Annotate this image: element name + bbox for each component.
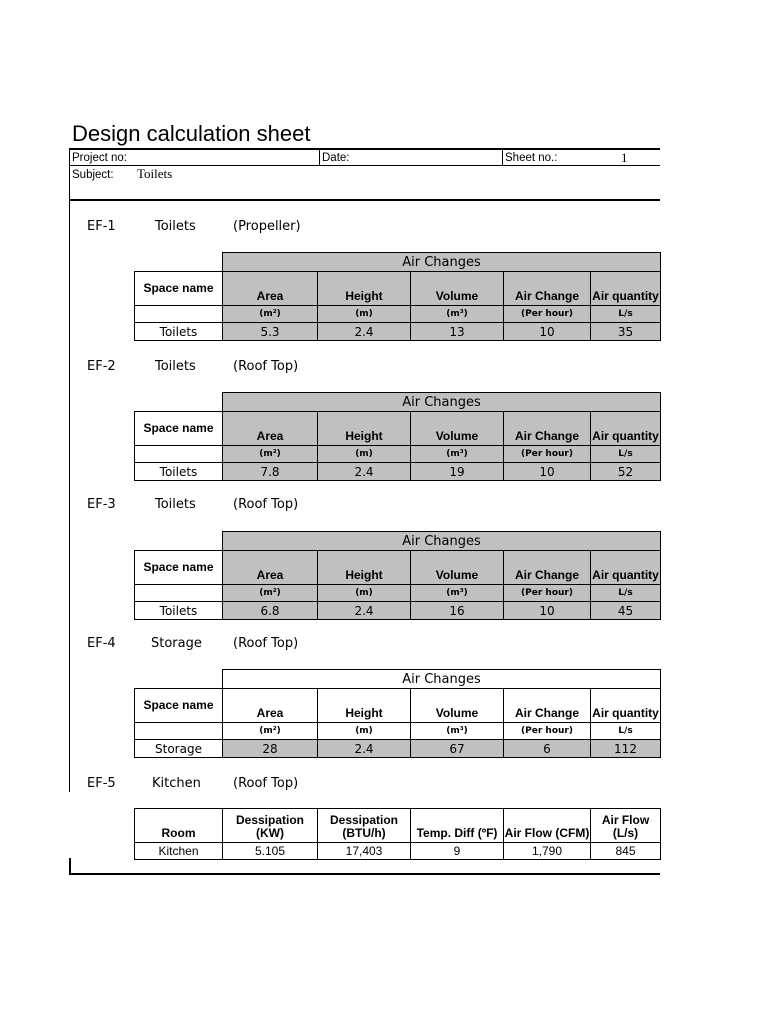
air-flow-cfm-cell: 1,790 xyxy=(504,843,591,860)
column-header: Space name xyxy=(135,272,223,306)
area-cell: 5.3 xyxy=(223,323,318,341)
column-header: Air Change xyxy=(504,272,591,306)
unit-cell: L/s xyxy=(591,446,661,463)
unit-cell: (m) xyxy=(318,723,411,740)
air-change-table-ef2 xyxy=(134,392,661,481)
table-row xyxy=(135,463,661,481)
unit-cell xyxy=(135,446,223,463)
unit-cell: L/s xyxy=(591,723,661,740)
dessipation-kw-cell: 5.105 xyxy=(223,843,318,860)
air-quantity-cell: 45 xyxy=(591,602,661,620)
column-header: Volume xyxy=(411,412,504,446)
air-change-cell: 10 xyxy=(504,323,591,341)
left-border xyxy=(69,149,70,792)
section-type: (Roof Top) xyxy=(233,497,299,512)
project-no-label: Project no: xyxy=(72,152,127,164)
sheet-no-label: Sheet no.: xyxy=(505,152,558,164)
area-cell: 28 xyxy=(223,740,318,758)
column-header: Air Flow (L/s) xyxy=(591,809,661,843)
dessipation-btu-cell: 17,403 xyxy=(318,843,411,860)
section-type: (Roof Top) xyxy=(233,776,299,791)
unit-cell: (m) xyxy=(318,446,411,463)
subject-label: Subject: xyxy=(72,169,114,181)
unit-cell: (m³) xyxy=(411,306,504,323)
air-quantity-cell: 52 xyxy=(591,463,661,481)
column-header: Air Change xyxy=(504,551,591,585)
date-label: Date: xyxy=(322,152,350,164)
volume-cell: 13 xyxy=(411,323,504,341)
unit-cell xyxy=(135,306,223,323)
unit-cell: (m²) xyxy=(223,306,318,323)
section-type: (Roof Top) xyxy=(233,359,299,374)
unit-cell xyxy=(135,585,223,602)
section-heading-ef1 xyxy=(87,219,387,235)
column-header: Height xyxy=(318,272,411,306)
column-header: Volume xyxy=(411,551,504,585)
unit-cell: (m) xyxy=(318,585,411,602)
column-header: Space name xyxy=(135,412,223,446)
air-change-cell: 10 xyxy=(504,602,591,620)
unit-cell: (m²) xyxy=(223,446,318,463)
air-change-cell: 10 xyxy=(504,463,591,481)
volume-cell: 16 xyxy=(411,602,504,620)
air-change-cell: 6 xyxy=(504,740,591,758)
column-header: Height xyxy=(318,689,411,723)
column-header: Air quantity xyxy=(591,412,661,446)
group-header: Air Changes xyxy=(223,393,661,412)
unit-cell xyxy=(135,723,223,740)
section-id: EF-5 xyxy=(87,776,116,791)
subject-value: Toilets xyxy=(137,166,173,181)
unit-cell: L/s xyxy=(591,306,661,323)
unit-cell: (m²) xyxy=(223,723,318,740)
column-header: Air Change xyxy=(504,689,591,723)
column-header: Air quantity xyxy=(591,689,661,723)
column-header: Room xyxy=(135,809,223,843)
sheet-no-value: 1 xyxy=(621,150,628,165)
table-row xyxy=(135,740,661,758)
unit-cell: (m³) xyxy=(411,723,504,740)
unit-cell: (m²) xyxy=(223,585,318,602)
unit-cell: (Per hour) xyxy=(504,306,591,323)
space-name-cell: Toilets xyxy=(135,602,223,620)
unit-cell: L/s xyxy=(591,585,661,602)
air-flow-ls-cell: 845 xyxy=(591,843,661,860)
section-heading-ef4 xyxy=(87,636,387,652)
column-header: Height xyxy=(318,551,411,585)
room-cell: Kitchen xyxy=(135,843,223,860)
space-name-cell: Toilets xyxy=(135,323,223,341)
area-cell: 7.8 xyxy=(223,463,318,481)
section-name: Toilets xyxy=(155,359,196,374)
column-header: Space name xyxy=(135,689,223,723)
section-id: EF-1 xyxy=(87,219,116,234)
air-change-table-ef1 xyxy=(134,252,661,341)
section-id: EF-3 xyxy=(87,497,116,512)
column-header: Air quantity xyxy=(591,272,661,306)
group-header: Air Changes xyxy=(223,253,661,272)
section-id: EF-2 xyxy=(87,359,116,374)
column-header: Volume xyxy=(411,272,504,306)
section-id: EF-4 xyxy=(87,636,116,651)
header-top-rule xyxy=(69,148,660,150)
unit-cell: (m³) xyxy=(411,446,504,463)
column-header: Air Change xyxy=(504,412,591,446)
column-header: Dessipation (KW) xyxy=(223,809,318,843)
temp-diff-cell: 9 xyxy=(411,843,504,860)
table-row xyxy=(135,602,661,620)
header-divider-date xyxy=(319,149,320,166)
column-header: Air Flow (CFM) xyxy=(504,809,591,843)
column-header: Area xyxy=(223,689,318,723)
height-cell: 2.4 xyxy=(318,463,411,481)
header-divider-sheet xyxy=(502,149,503,166)
section-name: Storage xyxy=(151,636,202,651)
height-cell: 2.4 xyxy=(318,323,411,341)
section-type: (Propeller) xyxy=(233,219,301,234)
unit-cell: (Per hour) xyxy=(504,723,591,740)
air-quantity-cell: 35 xyxy=(591,323,661,341)
air-change-table-ef4 xyxy=(134,669,661,758)
unit-cell: (m) xyxy=(318,306,411,323)
space-name-cell: Storage xyxy=(135,740,223,758)
height-cell: 2.4 xyxy=(318,740,411,758)
section-name: Toilets xyxy=(155,497,196,512)
column-header: Area xyxy=(223,551,318,585)
column-header: Air quantity xyxy=(591,551,661,585)
column-header: Height xyxy=(318,412,411,446)
height-cell: 2.4 xyxy=(318,602,411,620)
area-cell: 6.8 xyxy=(223,602,318,620)
unit-cell: (m³) xyxy=(411,585,504,602)
section-type: (Roof Top) xyxy=(233,636,299,651)
column-header: Dessipation (BTU/h) xyxy=(318,809,411,843)
section-heading-ef3 xyxy=(87,497,387,513)
group-header: Air Changes xyxy=(223,670,661,689)
column-header: Temp. Diff (ºF) xyxy=(411,809,504,843)
footer-rule xyxy=(69,873,660,875)
unit-cell: (Per hour) xyxy=(504,446,591,463)
group-header: Air Changes xyxy=(223,532,661,551)
space-name-cell: Toilets xyxy=(135,463,223,481)
section-name: Toilets xyxy=(155,219,196,234)
volume-cell: 67 xyxy=(411,740,504,758)
column-header: Area xyxy=(223,272,318,306)
column-header: Space name xyxy=(135,551,223,585)
section-heading-ef5 xyxy=(87,776,387,792)
table-row xyxy=(135,843,661,860)
kitchen-heat-table-ef5 xyxy=(134,808,661,860)
section-heading-ef2 xyxy=(87,359,387,375)
header-bottom-rule xyxy=(69,199,660,201)
column-header: Volume xyxy=(411,689,504,723)
table-row xyxy=(135,323,661,341)
air-change-table-ef3 xyxy=(134,531,661,620)
section-name: Kitchen xyxy=(152,776,201,791)
column-header: Area xyxy=(223,412,318,446)
page-title: Design calculation sheet xyxy=(72,121,311,146)
unit-cell: (Per hour) xyxy=(504,585,591,602)
air-quantity-cell: 112 xyxy=(591,740,661,758)
volume-cell: 19 xyxy=(411,463,504,481)
